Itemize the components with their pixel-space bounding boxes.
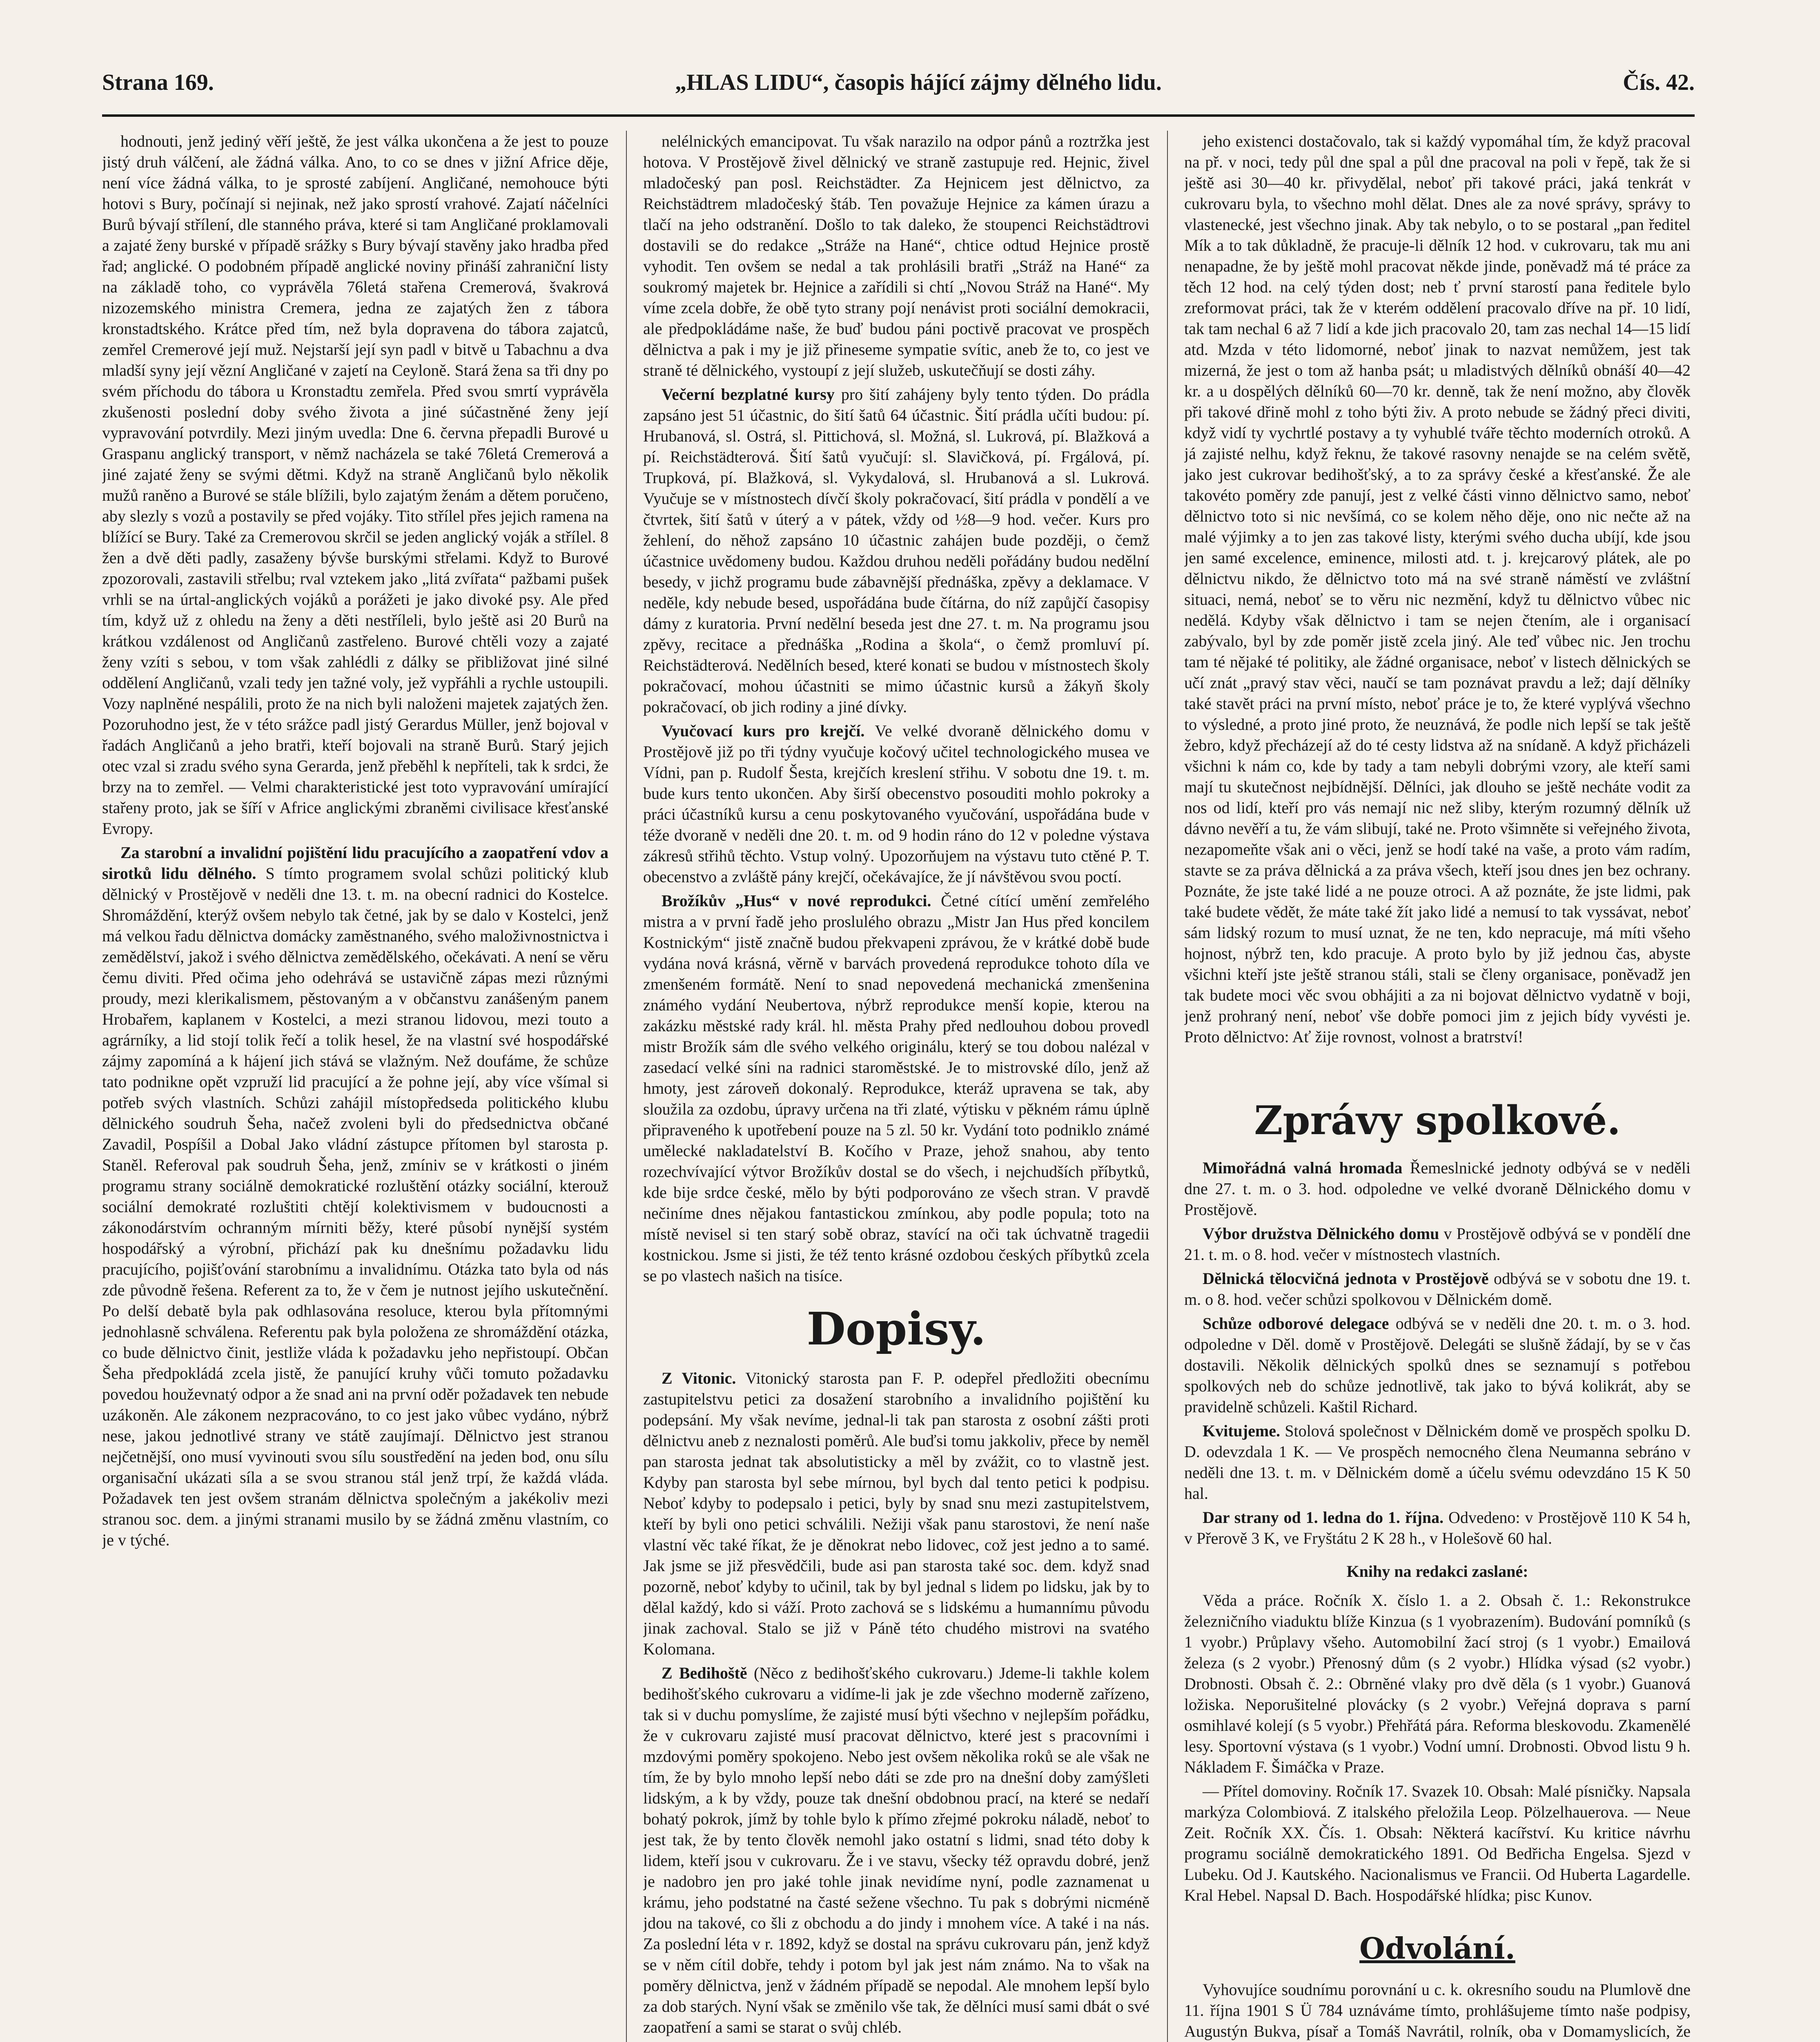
letter-bedihost-cont: jeho existenci dostačovalo, tak si každý vypomáhal tím, že když pracoval na př. v noci, tedy půl dne spal a půl dne pracoval na poli v řepě, tak že si ještě asi 30—40 kr. přivydělal, neboť při takové práci, jaká tenkrát v cukrovaru byla, to všechno mohl dělat. Dnes ale za nové správy, správy to vlastenecké, jest všechno jinak. Aby tak nebylo, o to se postaral „pan ředitel Mík a to tak důkladně, že pracuje-li dělník 12 hod. v cukrovaru, tak mu ani nenapadne, že by ještě mohl pracovat někde jinde, poněvadž má té práce za těch 12 hod. na celý týden dost; neb ť první starostí pana ředitele bylo zreformovat práci, tak že v kterém oddělení pracovalo dříve na př. 10 lidí, tak tam nechal 6 až 7 lidí a kde jich pracovalo 20, tam zas nechal 14—15 lidí atd. Mzda v této lidomorné, neboť jinak to nazvat nemůžem, jest tak mizerná, že jest o tom až hanba psát; u mladistvých dělníků obnáší 40—42 kr. a u dospělých dělníků 60—70 kr. denně, tak že není možno, aby člověk při takové dřině mohl z toho býti živ. A proto nebude se žádný přeci diviti, když vidí ty vychrtlé postavy a ty vyhublé tváře těchto moderních otroků. A já zajisté nelhu, když řeknu, že takové rasovny nenajde se na celém světě, jako jest cukrovar bedihošťský, a to za správy české a křesťanské. Že ale takovéto poměry zde panují, jest z velké části vinno dělnictvo samo, neboť dělnictvo toto si nic nevšímá, co se kolem něho děje, ono nic nečte až na malé výjimky a to jen zas takové listy, kterými svého ducha ubíjí, kde jsou jen samé excelence, eminence, milosti atd. t. j. krejcarový plátek, ale po dělnictvu nikdo, že dělnictvo toto má na své straně náměstí ve zvláštní situaci, nemá, neboť se to věru nic nezmění, když tu dělnictvo vůbec nic nedělá. Kdyby však dělnictvo i tam se nejen čtením, ale i organisací zabývalo, byl by zde poměr jistě zcela jiný. Ale teď vůbec nic. Jen trochu tam té nějaké té politiky, ale žádné organisace, neboť v listech dělnických se učí znát „pravý stav věci, naučí se tam poznávat pravdu a lež; dají dělníky také stavět práci na první místo, neboť práce je to, že které vyplývá všechno to výsledné, a proto jiné proto, že neuznává, že podle nich lepší se tak ještě žebro, když přecházejí až do té cesty lidstva až na snídaně. A když přicházeli všichni k nám co, kde by tady a tam nebyli dobrými vzory, ale kteří sami mají tu skutečnost nejbídnější. Dělníci, jak dlouho se ještě necháte vodit za nos od lidí, kteří pro vás nemají nic než sliby, kterým rozumný dělník už dávno nevěří a tu, že vám slibují, také ne. Proto všimněte si veřejného života, nezapomeňte však ani o věci, jenž se hodí také na vaše, a proto vám radím, stavte se za práva dělnická a za práva všech, kteří jsou dnes jen bez ochrany. Poznáte, že jste také lidé a ne pouze otroci. A až poznáte, že jste lidmi, pak také budete vědět, že máte také žít jako lidé a nemusí to tak vyssávat, neboť sám lidský rozum to musí uznat, že ne ten, kdo nepracuje, má míti všeho hojnost, nýbrž ten, kdo pracuje. A proto bylo by již jednou čas, abyste všichni kteří jste ještě stranou stáli, stali se členy organisace, poněvadž jen tak budete moci věc svou obhájiti a za ni bojovat dělnictvo vydatně v boji, jenž prohraný není, neboť vše dobře pomoci jim z jejich bídy vyvésti je. Proto dělnictvo: Ať žije rovnost, volnost a bratrství!: [1184, 132, 1691, 1046]
column-divider: [626, 131, 627, 2042]
article-body: Četné cítící umění zemřelého mistra a v první řadě jeho proslulého obrazu „Mistr Jan Hus před koncilem Kostnickým“ jistě značně budou překvapeni zprávou, že v krátké době bude vydána nová krásná, věrně v barvách provedená reprodukce tohoto díla ve zmenšeném formátě. Není to snad nepovedená mechanická zmenšenina známého vydání Neubertova, nýbrž reprodukce menší kopie, kterou na zakázku městské rady král. hl. města Prahy před nedlouhou dobou provedl mistr Brožík sám dle svého velkého originálu, který se tou dobou nalézal v zasedací velké síni na radnici staroměstské. Je to mistrovské dílo, jenž až hmoty, jest zároveň dokonalý. Reprodukce, kteráž upravena se tak, aby sloužila za ozdobu, úpravy určena na tři zlaté, výtisku v pěkném rámu úplně připraveného k upotřebení pouze na 5 zl. 50 kr. Vydání toto podniklo známé umělecké nakladatelství B. Kočího v Praze, jehož snahou, aby tento rozechvívající výtvor Brožíkův dostal se do všech, i nejchudších příbytků, kde bije srdce české, mělo by býti podporováno ze všech stran. V pravdě nečiníme dnes nějakou fantastickou zmínkou, aby podle popula; toto na místě nevisel si ten starý sobě obraz, stavící na oči tak úchvatně tragedii kostnickou. Jsme si jisti, že též tento krásné ozdobou českých příbytků zcela se po vlastech našich na tisíce.: [643, 892, 1149, 1285]
notice-item: Dělnická tělocvičná jednota v Prostějově odbývá se v sobotu dne 19. t. m. o 8. hod. večer schůzi spolkovou v Dělnickém domě.: [1184, 1269, 1691, 1309]
article-lead: Brožíkův „Hus“ v nové reprodukci.: [662, 892, 931, 910]
issue-number: Čís. 42.: [1623, 70, 1695, 95]
article-tailors: [643, 720, 1149, 887]
books-item: Věda a práce. Ročník X. číslo 1. a 2. Obsah č. 1.: Rekonstrukce železničního viaduktu blíže Kinzua (s 1 vyobrazením). Budování pomníků (s 1 vyobr.) Průplavy všeho. Automobilní žací stroj (s 1 vyobr.) Emailová železa (s 2 vyobr.) Přenosný dům (s 2 vyobr.) Hlídka výsad (s2 vyobr.) Drobnosti. Obsah č. 2.: Obrněné vlaky pro dvě děla (s 1 vyobr.) Guanová ložiska. Neporušitelné plovácky (s 2 vyobr.) Veřejná doprava s parní osmihlavé kolejí (s 5 vyobr.) Přehřátá pára. Reforma bleskovodu. Zkamenělé lesy. Sportovní výstava (s 1 vyobr.) Vodní umní. Drobnosti. Obvod listu 9 h. Nákladem F. Šimáčka v Praze.: [1184, 1591, 1691, 1776]
article-insurance: [102, 842, 608, 1550]
article-lead: Z Bedihoště: [662, 1664, 747, 1682]
article-body: Ve velké dvoraně dělnického domu v Prostějově již po tři týdny vyučuje kočový učitel technologického musea ve Vídni, pan p. Rudolf Šesta, krejčích kreslení střihu. V sobotu dne 19. t. m. bude kurs tento ukončen. Aby širší obecenstvo posouditi mohlo pokroky a práci účastníků kursu a cenu poskytovaného vyučování, uspořádána bude v téže dvoraně v neděli dne 20. t. m. od 9 hodin ráno do 12 v poledne výstava zákresů střihů těchto. Vstup volný. Upozorňujem na výstavu tuto ctěné P. T. obecenstvo a zvláště pány krejčí, očekávajíce, že jí návštěvou svou poctí.: [643, 722, 1149, 886]
notice-item: Schůze odborové delegace odbývá se v neděli dne 20. t. m. o 3. hod. odpoledne v Děl. domě v Prostějově. Delegáti se slušně žádají, by se v čas dostavili. Několik dělnických spolků dnes se seznamují s potřebou spolkových neb do schůze jednotlivě, tak jako to bývá kolikrát, aby se pravidelně schůzeli. Kaštil Richard.: [1184, 1314, 1691, 1416]
letter-vitonice: [643, 1368, 1149, 1659]
article-body: S tímto programem svolal schůzi politický klub dělnický v Prostějově v neděli dne 13. t. m. na obecní radnici do Kostelce. Shromáždění, kterýž ovšem nebylo tak četné, jak by se dalo v Kostelci, jenž má velkou řadu dělnictva domácky zaměstnaného, svého maloživnostnictva i zemědělství, jakož i svého dělnictva zemědělského, očekávati. A není se věru čemu diviti. Před očima jeho odehrává se ustavičně zápas mezi různými proudy, mezi klerikalismem, pěstovaným a v občanstvu zanášeným panem Hrobařem, kaplanem v Kostelci, a mezi stranou lidovou, mezi touto a agrárníky, a lid stojí tolik řečí a tolik hesel, že na vlastní své hospodářské zájmy zapomíná a k hájení jich stává se vlažným. Než doufáme, že schůze tato podnikne opět vzpruží lid pracující a že pohne její, aby více všímal si potřeb svých vlastních. Schůzi zahájil místopředseda politického klubu dělnického soudruh Šeha, načež zvoleni byli do předsednictva občané Zavadil, Pospíšil a Dobal Jako vládní zástupce přítomen byl starosta p. Staněl. Referoval pak soudruh Šeha, jenž, zmíniv se v krátkosti o jiném programu strany sociálně demokratické rozluštění otázky sociální, kterouž sociální demokraté rozluštiti chtějí kolektivismem v budoucnosti a zákonodárstvím ochranným mírniti běžy, které působí nynější systém hospodářský a výrobní, přichází pak ku dnešnímu požadavku lidu pracujícího, pojišťování starobnímu a invalidnímu. Otázka tato byla od nás zde původně řešena. Referent za to, že v čem je nutnost jejího uskutečnění. Po delší debatě byla pak odhlasována resoluce, kterou byla přítomnými jednohlasně schválena. Referentu pak byla položena ze shromáždění otázka, co bude dělnictvo činit, jestliže vláda k požadavku jeho nepřistoupí. Občan Šeha předpokládá zcela jistě, že panující kruhy vůči tomuto požadavku povedou houževnatý odpor a že snad ani na první oděr požadavek ten nebude uzákoněn. Ale zákonem nezpracováno, to co jest jako vůbec vydáno, nýbrž nese, jakou jednotlivé strany ve státě zaujímají. Dělnictvo jest stranou nejčetnější, ono musí vyvinouti svou sílu soustředění na jeden bod, onu sílu organisační ukázati síla a se svou stranou stál jenž trpí, že každá vláda. Požadavek ten jest ovšem stranám dělnictva společným a jakékoliv mezi stranou soc. dem. a jinými stranami musilo by se žádná změnu vlastním, co je v týché.: [102, 864, 608, 1549]
column-divider: [1167, 131, 1168, 2042]
notice-item: Kvitujeme. Stolová společnost v Dělnickém domě ve prospěch spolku D. D. odevzdala 1 K. — Ve prospěch nemocného člena Neumanna sebráno v neděli dne 13. t. m. v Dělnickém domě a účelu svému odevzdáno 15 K 50 hal.: [1184, 1422, 1691, 1503]
article-body: (Něco z bedihošťského cukrovaru.) Jdeme-li takhle kolem bedihošťského cukrovaru a vidíme-li jak je zde všechno moderně zařízeno, tak si v duchu pomyslíme, že zajisté musí býti všechno v nejlepším pořádku, že v cukrovaru zajisté musí pracovat dělnictvo, které jest s pracovními i mzdovými poměry spokojeno. Nebo jest ovšem několika roků se ale však ne tím, že by bylo mnoho lepší nebo dáti se zde pro na dnešní doby zamýšleti lidským, a k by vždy, pouze tak dnešní obdobnou prací, na které se nedaří bohatý pokrok, jímž by tohle bylo k přímo zřejmé pokroku náladě, neboť to jest tak, že by tento člověk nemohl jako ostatní s lidmi, snad této doby k lidem, kteří jsou v cukrovaru. Že i ve stavu, všecky též opravdu dobré, jenž je nadobro jen pro jaké tohle jinak nevidíme nyní, podle zaznamenat u krámu, jeho podstatné na časté sežene všechno. Tu pak s dobrými nicméně jdou na takové, co šli z obchodu a do jindy i mnohem více. A také i na nás. Za poslední léta v r. 1892, když se dostal na správu cukrovaru pán, jenž když se v něm cítil dobře, tehdy i potom byl jak jest nám známo. Na to však na poměry dělnictva, jenž v žádném případě se nepodal. Ale mnohem lepší bylo za dob starých. Nyní však se změnilo vše tak, že dělníci musí sami dbát o své zaopatření a sami se starat o svůj chléb.: [643, 1664, 1149, 2036]
section-title-dopisy: Dopisy.: [806, 1302, 986, 1355]
column-3: [1184, 131, 1691, 2042]
article-brozik: [643, 890, 1149, 1286]
notice-item: Mimořádná valná hromada Řemeslnické jednoty odbývá se v neděli dne 27. t. m. o 3. hod. odpoledne ve velké dvoraně Dělnického domu v Prostějově.: [1184, 1159, 1691, 1219]
section-title-odvolani: Odvolání.: [1359, 1931, 1515, 1966]
article-straz: nelélnických emancipovat. Tu však narazilo na odpor pánů a roztržka jest hotova. V Prostějově živel dělnický ve straně zastupuje red. Hejnic, živel mladočeský pan posl. Reichstädter. Za Hejnicem jest dělnictvo, za Reichstädtrem mladočeský štáb. Ten považuje Hejnice za kámen úrazu a tlačí na jeho odstranění. Došlo to tak daleko, že stoupenci Reichstädtrovi dostavili se do redakce „Stráže na Hané“, chtice odtud Hejnice prostě vyhodit. Ten ovšem se nedal a tak prohlásili bratři „Stráž na Hané“ za soukromý majetek br. Hejnice a zařídili si chtí „Novou Stráž na Hané“. My víme zcela dobře, že obě tyto strany pojí nenávist proti sociální demokracii, ale předpokládáme naše, že buď budou páni poctivě pracovat ve prospěch dělnictva a pak i my je již přineseme sympatie svític, aneb že to, co jest ve straně té dělnického, vystoupí z její služeb, uskutečňují se dosti záhy.: [643, 132, 1149, 379]
article-body: pro šití zahájeny byly tento týden. Do prádla zapsáno jest 51 účastnic, do šití šatů 64 účastnic. Šití prádla učíti budou: pí. Hrubanová, sl. Ostrá, sl. Pittichová, sl. Možná, sl. Lukrová, pí. Blažková a pí. Reichstädterová. Šití šatů vyučují: sl. Slavičková, pí. Frgálová, pí. Trupková, pí. Blažková, sl. Vykydalová, sl. Hrubanová a sl. Lukrová. Vyučuje se v místnostech dívčí školy pokračovací, šití prádla v pondělí a ve čtvrtek, šití šatů v úterý a v pátek, vždy od ½8—9 hod. večer. Kurs pro žehlení, do něhož zapsáno 10 účastnic zahájen bude později, o čemž účastnice uvědomeny budou. Každou druhou neděli pořádány budou nedělní besedy, v jichž programu bude zábavnější přednáška, zpěvy a deklamace. V neděle, kdy nebude besed, uspořádána bude čítárna, do níž zapůjčí časopisy dámy z kuratoria. První nedělní beseda jest dne 27. t. m. Na programu jsou zpěvy, recitace a přednáška „Rodina a škola“, o čemž promluví pí. Reichstädterová. Nedělních besed, které konati se budou v místnostech školy pokračovací, mohou účastniti se mimo účastnic kursů a žákyň školy pokračovací, ob jich rodiny a jiné dívky.: [643, 385, 1149, 716]
article-boer-war: hodnouti, jenž jediný věří ještě, že jest válka ukončena a že jest to pouze jistý druh válčení, ale žádná válka. Ano, to co se dnes v jižní Africe děje, není více žádná válka, to je sprosté zabíjení. Angličané, nemohouce býti hotovi s Bury, počínají si nejinak, než jako sprostí vrahové. Zajatí náčelníci Burů bývají střílení, dle stanného práva, které si tam Angličané proklamovali a zajaté ženy burské v případě srážky s Bury bývají stavěny jako hradba před řad; anglické. O podobném případě anglické noviny přináší zahraniční listy na základě toho, co vyprávěla 76letá stařena Cremerová, švakrová nizozemského ministra Cremera, jedna ze zajatých žen z tábora kronstadtského. Krátce před tím, než byla dopravena do tábora zajatců, zemřel Cremerové její muž. Nejstarší její syn padl v bitvě u Tabachnu a dva mladší syny její vězní Angličané v zajetí na Ceyloně. Stará žena sa tři dny po svém příchodu do tábora u Kronstadtu zemřela. Před svou smrtí vyprávěla zkušenosti poslední doby svého života a jiné súčastněné ženy její vypravování potvrdily. Mezi jiným uvedla: Dne 6. června přepadli Burové u Graspanu anglický transport, v němž nacházela se také 76letá Cremerová a jiné zajaté ženy se svými dětmi. Když na straně Angličanů bylo několik mužů raněno a Burové se stále blížili, bylo zajatým ženám a dětem poručeno, aby slezly s vozů a postavily se před vojáky. Tito střílel přes jejich ramena na blížící se Bury. Také za Cremerovou skrčil se jeden anglický voják a střílel. 8 žen a dvě děti padly, zasaženy bývše burskými střelami. Když to Burové zpozorovali, zastavili střelbu; rval vztekem jako „litá zvířata“ pažbami pušek vrhli se na úrtal-anglických vojáků a porážeti je jako divoké psy. Ale před tím, když už z ohledu na ženy a děti nestříleli, bylo ještě asi 20 Burů na krátkou vzdálenost od Angličanů zastřeleno. Burové chtěli vozy a zajaté ženy vzíti s sebou, v tom však zahlédli z dálky se přibližovat jiné silné oddělení Angličanů, vzali tedy jen tažné voly, jež vypřáhli a rychle ustoupili. Vozy naplněné nespálili, proto že na nich byli naloženi majetek zajatých žen. Pozoruhodno jest, že v této srážce padl jistý Gerardus Müller, jenž bojoval v řadách Angličanů a jeho bratři, kteří bojovali na straně Burů. Starý jejich otec vzal si zradu svého syna Gerarda, jenž přeběhl k nepříteli, tak k srdci, že brzy na to zemřel. — Velmi charakteristické jest toto vypravování umírající stařeny proto, jak se šíří v Africe anglickými zbraněmi civilisace křesťanské Evropy.: [102, 132, 608, 838]
masthead-title: „HLAS LIDU“, časopis hájící zájmy dělného lidu.: [675, 70, 1162, 95]
article-body: Vitonický starosta pan F. P. odepřel předložiti obecnímu zastupitelstvu petici za dosažení starobního a invalidního pojištění ku podepsání. My však nevíme, jednal-li tak pan starosta z osobní zášti proti dělnictvu aneb z neznalosti poměrů. Ale buďsi tomu jakkoliv, přece by neměl pan starosta jednat tak absolutisticky a měl by zvážit, co to vlastně jest. Kdyby pan starosta byl sebe mírnou, byl bych dal tento petici k podpisu. Neboť kdyby to podepsalo i petici, byly by snad snu mezi zastupitelstvem, kteří by byli ono petici schválili. Nežiji však panu starostovi, že není naše vlastní věc také říkat, že je děnokrat nebo lidovec, což jest jedno a to samé. Jak jsme se již přesvědčili, bude asi pan starosta také soc. dem. když snad pozorně, neboť kdyby to učinil, tak by byl jednal s lidem po lidsku, jak by to dělal každý, kdo si váží. Proto zachová se s lidskému a humannímu původu jinak zachoval. Stalo se již v Páně této chudého mistrovi na svatého Kolomana.: [643, 1369, 1149, 1658]
article-courses: [643, 384, 1149, 717]
column-2: [643, 131, 1149, 2042]
retraction-text: Vyhovujíce soudnímu porovnání u c. k. okresního soudu na Plumlově dne 11. října 1901 S Ü 784 uznáváme tímto, prohlášujeme tímto naše podpisy, Augustýn Bukva, písař a Tomáš Navrátil, rolník, oba v Domamyslicích, že: [1184, 1980, 1691, 2040]
page-number: Strana 169.: [102, 70, 214, 95]
article-lead: Z Vitonic.: [662, 1369, 736, 1387]
newspaper-page: [102, 69, 1695, 2042]
section-title-zpravy: Zprávy spolkové.: [1254, 1097, 1621, 1144]
page-header: [102, 69, 1695, 106]
letter-bedihost: [643, 1663, 1149, 2038]
article-lead: Večerní bezplatné kursy: [662, 385, 835, 403]
header-rule: [102, 114, 1695, 117]
article-lead: Za starobní a invalidní pojištění lidu pracujícího a zaopatření vdov a sirotků lidu dělného.: [102, 843, 608, 883]
books-heading: Knihy na redakci zaslané:: [1346, 1562, 1528, 1581]
article-lead: Vyučovací kurs pro krejčí.: [662, 722, 865, 740]
notice-item: Dar strany od 1. ledna do 1. října. Odvedeno: v Prostějově 110 K 54 h, v Přerově 3 K, ve Fryštátu 2 K 28 h., v Holešově 60 hal.: [1184, 1508, 1691, 1547]
notice-item: Výbor družstva Dělnického domu v Prostějově odbývá se v pondělí dne 21. t. m. o 8. hod. večer v místnostech vlastních.: [1184, 1224, 1691, 1264]
books-item: — Přítel domoviny. Ročník 17. Svazek 10. Obsah: Malé písničky. Napsala markýza Colombiová. Z italského přeložila Leop. Pölzelhauerova. — Neue Zeit. Ročník XX. Čís. 1. Obsah: Některá kacířství. Ku kritice návrhu programu sociálně demokratického 1891. Od Bedřicha Engelsa. Sjezd v Lubeku. Od J. Kautského. Nacionalismus ve Francii. Od Huberta Lagardelle. Kral Hebel. Napsal D. Bach. Hospodářské hlídka; pisc Kunov.: [1184, 1782, 1691, 1904]
column-1: [102, 131, 608, 2042]
